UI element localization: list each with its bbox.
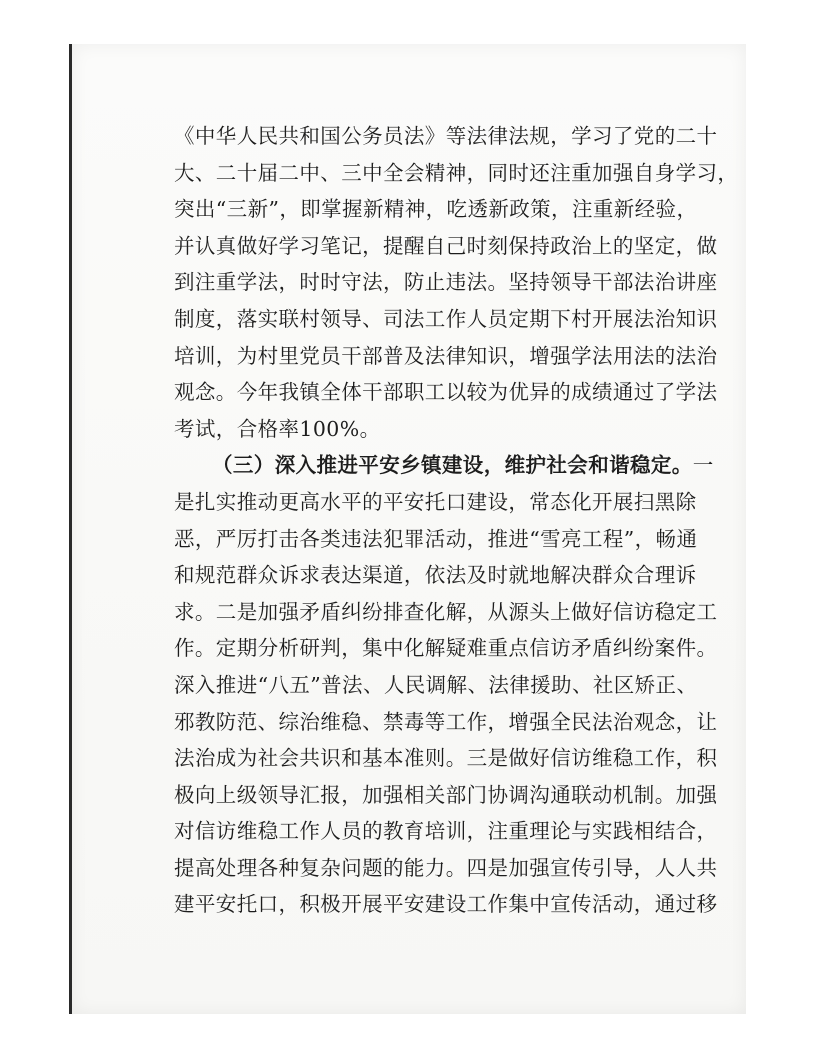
text-line-2: 大、二十届二中、三中全会精神，同时还注重加强自身学习， [174, 160, 739, 185]
text-line-1: 《中华人民共和国公务员法》等法律法规，学习了党的二十 [174, 124, 718, 148]
document-body [174, 118, 739, 923]
section-heading: （三）深入推进平安乡镇建设，维护社会和谐稳定。 [212, 453, 693, 478]
section-line-3: 和规范群众诉求表达渠道，依法及时就地解决群众合理诉 [174, 563, 697, 588]
text-line-3: 突出“三新”，即掌握新精神，吃透新政策，注重新经验， [174, 197, 698, 222]
text-line-9: 考试，合格率100%。 [174, 416, 381, 441]
text-line-7: 培训，为村里党员干部普及法律知识，增强学法用法的法治 [174, 343, 718, 368]
section-line-1: 是扎实推动更高水平的平安托口建设，常态化开展扫黑除 [174, 489, 697, 514]
text-line-5: 到注重学法，时时守法，防止违法。坚持领导干部法治讲座 [174, 270, 718, 295]
section-line-9: 极向上级领导汇报，加强相关部门协调沟通联动机制。加强 [174, 782, 718, 807]
section-line-8: 法治成为社会共识和基本准则。三是做好信访维稳工作，积 [174, 746, 718, 771]
section-line-2: 恶，严厉打击各类违法犯罪活动，推进“雪亮工程”，畅通 [174, 526, 698, 551]
section-heading-line [174, 447, 714, 484]
section-line-6: 深入推进“八五”普法、人民调解、法律援助、社区矫正、 [174, 672, 698, 697]
text-line-8: 观念。今年我镇全体干部职工以较为优异的成绩通过了学法 [174, 380, 718, 405]
section-line-11: 提高处理各种复杂问题的能力。四是加强宣传引导，人人共 [174, 855, 718, 880]
text-line-6: 制度，落实联村领导、司法工作人员定期下村开展法治知识 [174, 306, 718, 331]
section-line-12: 建平安托口，积极开展平安建设工作集中宣传活动，通过移 [174, 892, 718, 917]
section-line-4: 求。二是加强矛盾纠纷排查化解，从源头上做好信访稳定工 [174, 599, 718, 624]
section-line-5: 作。定期分析研判，集中化解疑难重点信访矛盾纠纷案件。 [174, 636, 718, 661]
text-line-4: 并认真做好学习笔记，提醒自己时刻保持政治上的坚定，做 [174, 233, 718, 258]
section-heading-tail: 一 [692, 453, 714, 478]
section-line-10: 对信访维稳工作人员的教育培训，注重理论与实践相结合， [174, 819, 718, 844]
section-line-7: 邪教防范、综治维稳、禁毒等工作，增强全民法治观念，让 [174, 709, 718, 734]
